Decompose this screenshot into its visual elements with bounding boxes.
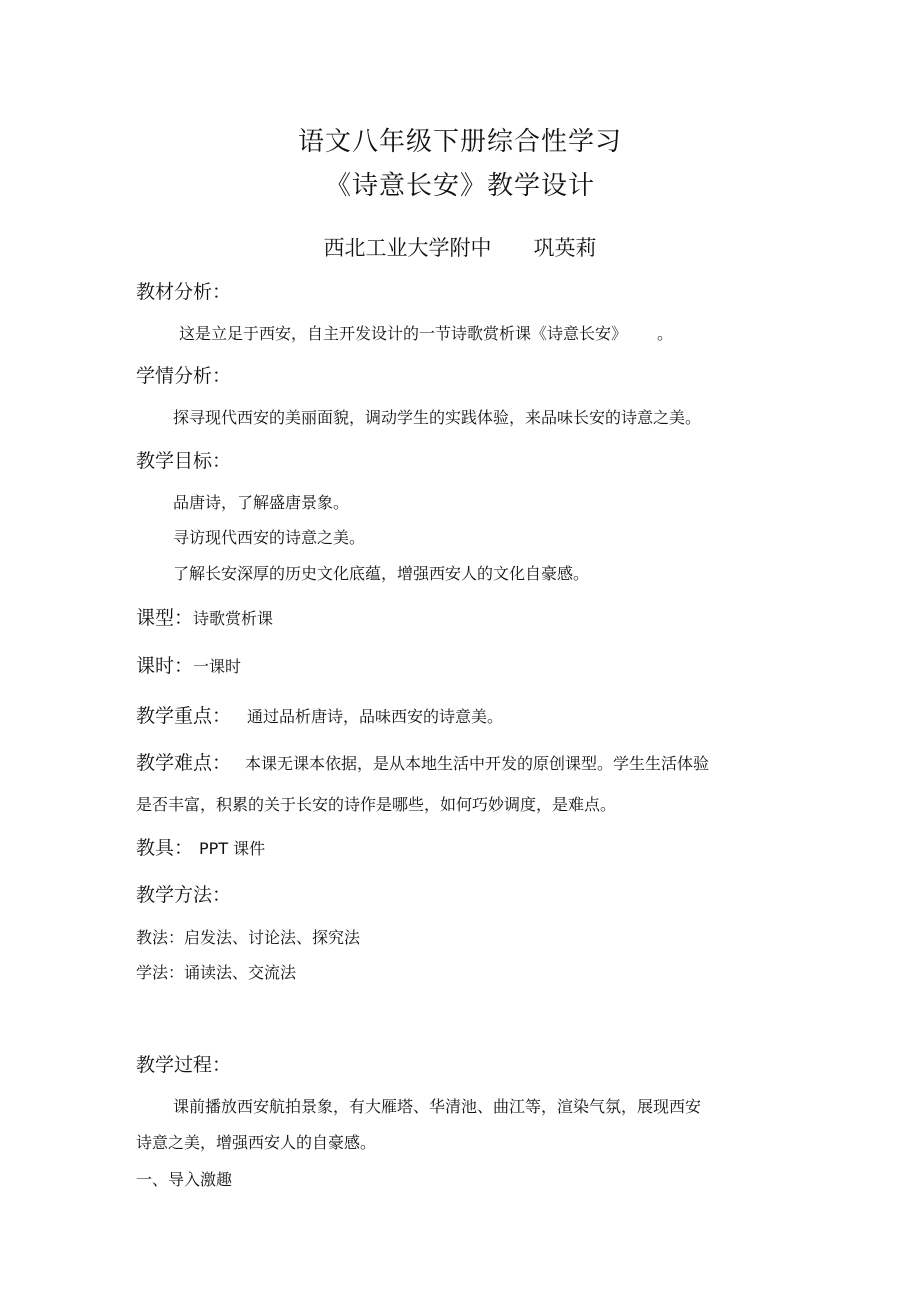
tools-value: PPT 课件: [199, 839, 266, 858]
lesson-hours-row: [136, 651, 241, 678]
lesson-type-value: 诗歌赏析课: [193, 609, 274, 628]
document-title-line2: 《诗意长安》教学设计: [324, 171, 595, 201]
key-points-row: [136, 701, 503, 728]
material-analysis-text: [179, 321, 673, 344]
tools-row: [136, 833, 265, 860]
difficulties-value-line1: 本课无课本依据，是从本地生活中开发的原创课型。学生生活体验: [245, 754, 710, 773]
key-points-value: 通过品析唐诗，品味西安的诗意美。: [247, 707, 504, 726]
methods-learning: 学法：诵读法、交流法: [136, 963, 297, 982]
student-analysis-heading: 学情分析：: [136, 365, 232, 387]
methods-heading: 教学方法：: [136, 884, 232, 906]
author-name: 巩英莉: [533, 236, 597, 260]
author-school: 西北工业大学附中: [323, 236, 492, 260]
teaching-goal-item: 了解长安深厚的历史文化底蕴，增强西安人的文化自豪感。: [173, 564, 590, 583]
document-title-line1: 语文八年级下册综合性学习: [297, 127, 622, 157]
process-heading: 教学过程：: [136, 1054, 232, 1076]
teaching-goal-item: 品唐诗，了解盛唐景象。: [173, 493, 350, 512]
key-points-heading: 教学重点：: [136, 705, 232, 727]
process-step1: 一、导入激趣: [136, 1170, 233, 1189]
material-analysis-body: 这是立足于西安，自主开发设计的一节诗歌赏析课《诗意长安》: [179, 324, 628, 343]
teaching-goals-heading: 教学目标：: [136, 450, 232, 472]
difficulties-value-line2: 是否丰富，积累的关于长安的诗作是哪些，如何巧妙调度，是难点。: [136, 795, 617, 814]
author-line: [0, 232, 920, 262]
methods-teaching: 教法：启发法、讨论法、探究法: [136, 928, 361, 947]
lesson-hours-value: 一课时: [193, 657, 242, 676]
difficulties-heading: 教学难点：: [136, 752, 232, 774]
student-analysis-text: 探寻现代西安的美丽面貌，调动学生的实践体验，来品味长安的诗意之美。: [173, 408, 702, 427]
material-analysis-trailing: 。: [657, 324, 674, 343]
lesson-hours-heading: 课时：: [136, 655, 194, 677]
lesson-type-heading: 课型：: [136, 607, 194, 629]
process-intro-line2: 诗意之美，增强西安人的自豪感。: [136, 1133, 377, 1152]
material-analysis-heading: 教材分析：: [136, 281, 232, 303]
lesson-type-row: [136, 603, 273, 630]
difficulties-row: [136, 748, 709, 775]
tools-heading: 教具：: [136, 837, 194, 859]
process-intro-line1: 课前播放西安航拍景象，有大雁塔、华清池、曲江等，渲染气氛，展现西安: [173, 1097, 702, 1116]
teaching-goal-item: 寻访现代西安的诗意之美。: [173, 528, 366, 547]
